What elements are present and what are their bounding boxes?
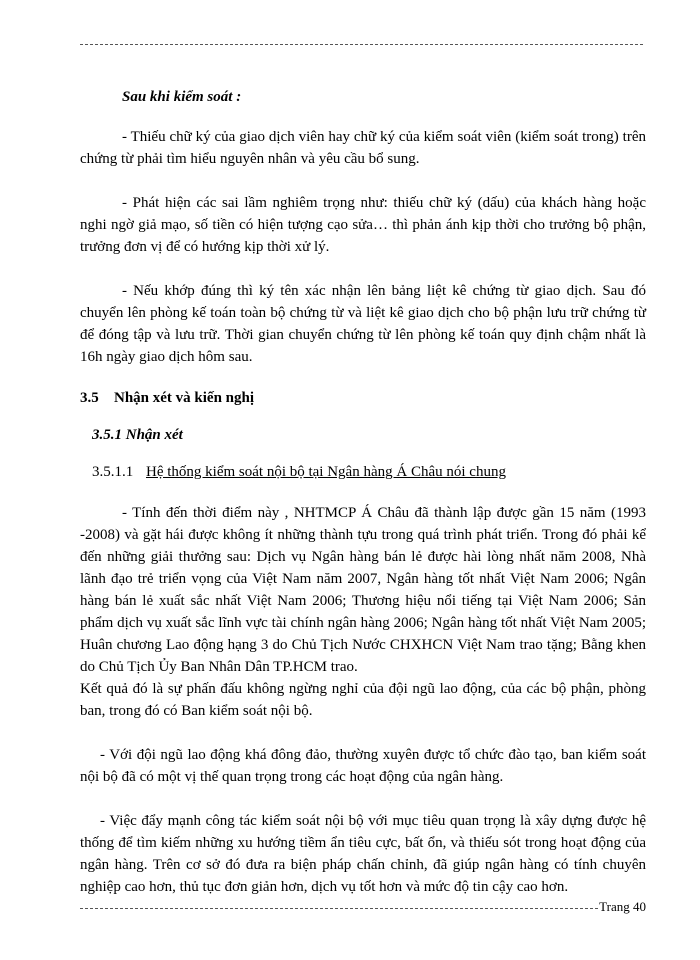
- page-footer: [80, 899, 646, 915]
- paragraph-workforce: - Với đội ngũ lao động khá đông đảo, thường xuyên được tổ chức đào tạo, ban kiểm soát nội bộ đã có một vị thế quan trọng trong các hoạt động của ngân hàng.: [80, 747, 646, 785]
- header-rule: [80, 44, 643, 45]
- section-3-5-1-1-heading: [92, 461, 646, 483]
- section-3-5-number: 3.5: [80, 390, 99, 406]
- paragraph-internal-control-push: - Việc đẩy mạnh công tác kiểm soát nội bộ với mục tiêu quan trọng là xây dựng được hệ thống để tìm kiếm những xu hướng tiềm ẩn tiêu cực, bất ổn, và thiếu sót trong hoạt động của ngân hàng. Trên cơ sở đó đưa ra biện pháp chấn chỉnh, đã giúp ngân hàng có tính chuyên nghiệp cao hơn, thủ tục đơn giản hơn, dịch vụ tốt hơn và mức độ tin cậy cao hơn.: [80, 813, 646, 895]
- section-3-5-1-1-title: Hệ thống kiểm soát nội bộ tại Ngân hàng Á Châu nói chung: [146, 464, 506, 480]
- page-body: [80, 86, 646, 898]
- paragraph-matching-sign: - Nếu khớp đúng thì ký tên xác nhận lên bảng liệt kê chứng từ giao dịch. Sau đó chuyển lên phòng kế toán toàn bộ chứng từ và liệt kê giao dịch cho bộ phận lưu trữ chứng từ để đóng tập và lưu trữ. Thời gian chuyển chứng từ lên phòng kế toán quy định chậm nhất là 16h ngày giao dịch hôm sau.: [80, 283, 646, 365]
- paragraph-result: Kết quả đó là sự phấn đấu không ngừng nghỉ của đội ngũ lao động, của các bộ phận, phòng ban, trong đó có Ban kiểm soát nội bộ.: [80, 681, 646, 719]
- page-number: Trang 40: [599, 899, 646, 914]
- paragraph-missing-signature: - Thiếu chữ ký của giao dịch viên hay chữ ký của kiểm soát viên (kiểm soát trong) trên chứng từ phải tìm hiểu nguyên nhân và yêu cầu bổ sung.: [80, 129, 646, 167]
- section-3-5-title: Nhận xét và kiến nghị: [114, 390, 255, 406]
- paragraph-serious-errors: - Phát hiện các sai lầm nghiêm trọng như: thiếu chữ ký (dấu) của khách hàng hoặc nghi ngờ giả mạo, số tiền có hiện tượng cạo sửa… thì phản ánh kịp thời cho trưởng bộ phận, trưởng đơn vị để có hướng kịp thời xử lý.: [80, 195, 646, 255]
- paragraph-acb-achievements: - Tính đến thời điểm này , NHTMCP Á Châu đã thành lập được gần 15 năm (1993 -2008) và gặt hái được không ít những thành tựu trong quá trình phát triển. Trong đó phải kể đến những giải thưởng sau: Dịch vụ Ngân hàng bán lẻ được hài lòng nhất năm 2008, Nhà lãnh đạo trẻ triển vọng của Việt Nam năm 2007, Ngân hàng tốt nhất Việt Nam 2006; Ngân hàng bán lẻ xuất sắc nhất Việt Nam 2006; Thương hiệu nổi tiếng tại Việt Nam 2006; Sản phẩm dịch vụ xuất sắc lĩnh vực tài chính ngân hàng 2006; Ngân hàng tốt nhất Việt Nam 2005; Huân chương Lao động hạng 3 do Chủ Tịch Nước CHXHCN Việt Nam trao tặng; Bằng khen do Chủ Tịch Ủy Ban Nhân Dân TP.HCM trao.: [80, 505, 646, 675]
- section-3-5-1-1-number: 3.5.1.1: [92, 464, 134, 480]
- footer-rule: [80, 908, 598, 909]
- section-3-5-1-heading: 3.5.1 Nhận xét: [92, 427, 183, 443]
- heading-after-control: Sau khi kiểm soát :: [122, 89, 242, 105]
- section-3-5-heading: [80, 387, 646, 409]
